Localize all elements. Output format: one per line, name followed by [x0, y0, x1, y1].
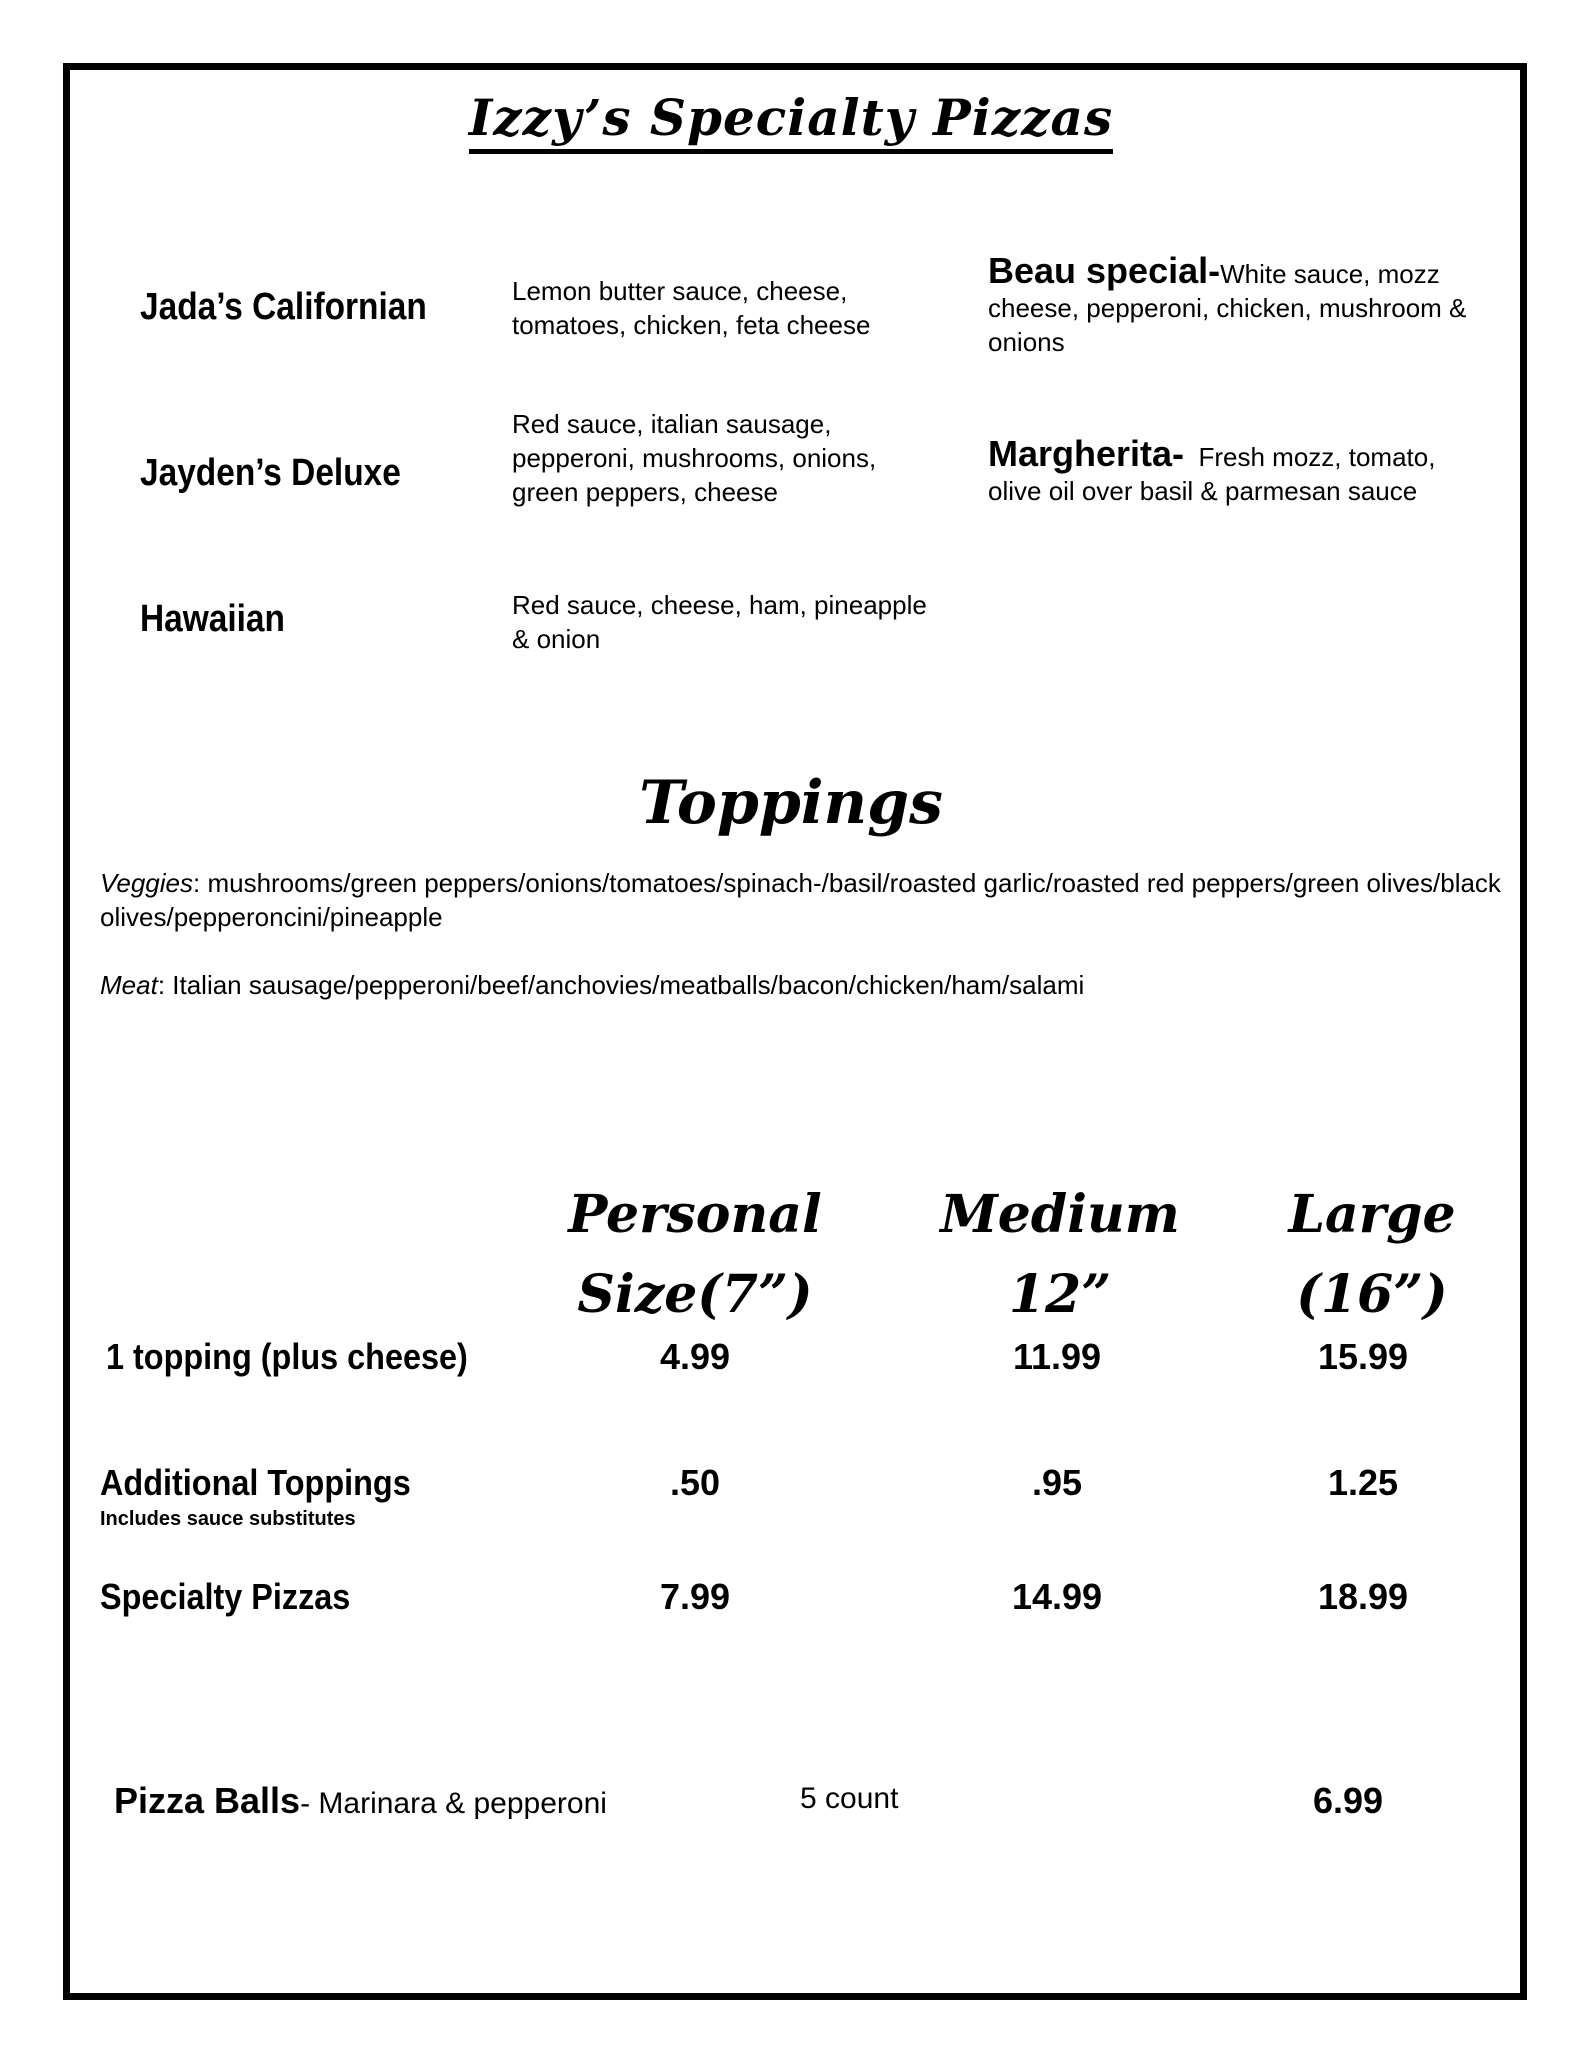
price-one-topping-medium: 11.99	[1012, 1336, 1102, 1377]
size-header-large: Large (16”)	[1288, 1184, 1456, 1325]
price-specialty-medium: 14.99	[1011, 1576, 1103, 1617]
price-additional-medium: .95	[1031, 1462, 1083, 1503]
row-label-specialty-pizzas: Specialty Pizzas	[100, 1576, 351, 1617]
toppings-veggies	[100, 866, 1520, 934]
pizza-name-margherita: Margherita-	[988, 433, 1185, 474]
menu-title: Izzy’s Specialty Pizzas	[0, 88, 1582, 147]
pizza-desc-beau: White sauce, mozz cheese, pepperoni, chicken, mushroom & onions	[988, 259, 1467, 357]
price-one-topping-personal: 4.99	[659, 1336, 731, 1377]
price-additional-large: 1.25	[1327, 1462, 1399, 1503]
pizza-balls-price: 6.99	[1312, 1780, 1384, 1821]
size-header-personal: Personal Size(7”)	[568, 1184, 822, 1325]
pizza-name-hawaiian: Hawaiian	[140, 598, 285, 640]
pizza-desc-californian: Lemon butter sauce, cheese, tomatoes, chicken, feta cheese	[512, 276, 871, 340]
price-specialty-large: 18.99	[1317, 1576, 1409, 1617]
toppings-meat	[100, 968, 1520, 1002]
veggies-label: Veggies	[100, 868, 193, 898]
pizza-balls-desc: - Marinara & pepperoni	[300, 1787, 607, 1820]
veggies-list: : mushrooms/green peppers/onions/tomatoes/spinach-/basil/roasted garlic/roasted red peppers/green olives/black olives/pepperoncini/pineapple	[100, 868, 1501, 932]
pizza-balls-count: 5 count	[800, 1782, 899, 1815]
pizza-balls-item	[114, 1780, 607, 1822]
pizza-name-deluxe: Jayden’s Deluxe	[140, 452, 401, 494]
meat-label: Meat	[100, 970, 158, 1000]
size-header-medium: Medium 12”	[940, 1184, 1180, 1325]
pizza-margherita	[988, 433, 1468, 508]
pizza-desc-deluxe: Red sauce, italian sausage, pepperoni, mushrooms, onions, green peppers, cheese	[512, 409, 877, 507]
price-one-topping-large: 15.99	[1317, 1336, 1409, 1377]
pizza-name-beau: Beau special-	[988, 250, 1221, 291]
pizza-desc-margherita: Fresh mozz, tomato, olive oil over basil & parmesan sauce	[988, 442, 1436, 506]
pizza-desc-hawaiian: Red sauce, cheese, ham, pineapple & onion	[512, 590, 927, 654]
row-label-additional-toppings: Additional Toppings	[100, 1462, 411, 1503]
row-sub-additional-toppings: Includes sauce substitutes	[100, 1508, 356, 1530]
pizza-name-californian: Jada’s Californian	[140, 286, 427, 328]
row-label-one-topping: 1 topping (plus cheese)	[106, 1336, 468, 1377]
pizza-beau-special	[988, 250, 1468, 359]
meat-list: : Italian sausage/pepperoni/beef/anchovies/meatballs/bacon/chicken/ham/salami	[157, 970, 1085, 1000]
price-specialty-personal: 7.99	[659, 1576, 731, 1617]
price-additional-personal: .50	[669, 1462, 721, 1503]
pizza-balls-name: Pizza Balls	[114, 1780, 301, 1821]
toppings-heading: Toppings	[639, 768, 943, 838]
